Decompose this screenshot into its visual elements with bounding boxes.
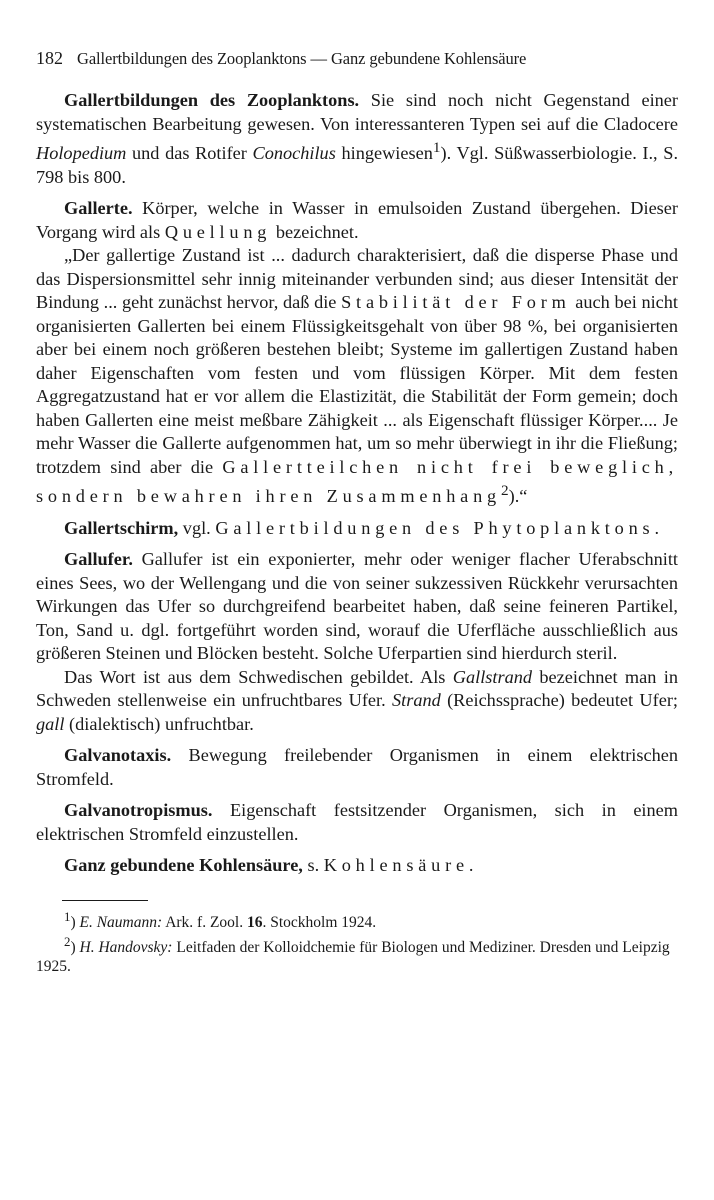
headword: Galvanotaxis.	[64, 745, 172, 766]
spaced-term: Stabilität der Form	[341, 292, 571, 313]
entry-text: Gallufer ist ein exponierter, mehr oder weniger flacher Uferabschnitt eines Sees, wo der Wellengang und die von seiner sukzessiven Rückkehr verursachten Wirkungen das Ufer so durchgreifend bearbeitet haben, daß seine feineren Partikel, Ton, Sand u. dgl. fortgeführt worden sind, worauf die Uferfläche ausschließlich aus größeren Steinen und Blöcken besteht. Solche Uferpartien sind hierdurch steril.	[36, 549, 678, 664]
entry-text: ).“	[508, 486, 528, 507]
headword: Gallertschirm,	[64, 517, 179, 538]
entry-ganz-gebundene-kohlensaeure	[36, 854, 678, 878]
quotation-paragraph	[36, 244, 678, 509]
footnote-author: H. Handovsky:	[79, 939, 173, 956]
spaced-term: Quellung	[164, 221, 272, 242]
entry-gallertschirm	[36, 517, 678, 541]
entry-text: (Reichssprache) bedeutet Ufer;	[440, 690, 678, 711]
footnote-text: . Stockholm 1924.	[262, 913, 377, 931]
footnote-divider	[62, 900, 148, 901]
entry-text: (dialektisch) unfruchtbar.	[64, 713, 254, 734]
entry-text: ). Vgl. Süßwasserbiologie. I., S. 798 bis 800.	[36, 143, 679, 187]
footnote-text: Ark. f. Zool.	[162, 913, 247, 931]
entry-galvanotaxis	[36, 744, 678, 791]
entry-text: und das Rotifer	[126, 143, 253, 164]
footnote-author: E. Naumann:	[79, 913, 163, 931]
footnote-2: $^2$) H. Handovsky: Leitfaden der Kolloidchemie für Biologen und Mediziner. Dresden und Leipzig 1925.	[36, 933, 670, 975]
entry-text: s.	[302, 855, 324, 876]
spaced-term: Gallertteilchen nicht frei beweglich, sondern bewahren ihren Zusammenhang	[36, 456, 678, 507]
footnote-mark: 2	[64, 933, 71, 949]
entry-text: Sie sind noch nicht Gegenstand einer systematischen Bearbeitung gewesen. Von interessanteren Typen sei auf die Cladocere	[36, 90, 678, 134]
footnote-ref: 1	[432, 139, 441, 156]
entry-text: auch bei nicht organisierten Gallerten bei einem Flüssigkeitsgehalt von über 98 %, bei organisierten aber bei einem noch größeren bestehen bleibt; Systeme im gallertigen Zustand haben daher Eigenschaften vom festen und vom flüssigen Körper. Mit dem festen Aggregatzustand hat er vor allem die Elastizität, die Stabilität der Form gemein; doch haben Gallerten eine meist meßbare Zähigkeit ... als Eigenschaft flüssiger Körper.... Je mehr Wasser die Gallerte aufgenommen hat, um so mehr überwiegt in ihr die Fließung; trotzdem sind aber die	[36, 292, 679, 477]
headword: Gallertbildungen des Zooplanktons.	[64, 90, 360, 110]
headword: Gallufer.	[64, 549, 133, 570]
entry-galvanotropismus	[36, 799, 678, 846]
etymology-paragraph	[36, 666, 678, 737]
footnote-ref: 2	[500, 482, 509, 500]
spaced-term: Kohlensäure.	[323, 855, 479, 876]
entry-text: „Der gallertige Zustand ist ... dadurch charakterisiert, daß die disperse Phase und das Dispersionsmittel sehr innig miteinander verbunden sind; aus dieser Intensität der Bindung ... geht zunächst hervor, daß die	[36, 245, 678, 313]
entry-gallertbildungen-zooplankton	[36, 89, 678, 189]
page-number: 182	[36, 48, 63, 68]
taxon-name: Holopedium	[36, 143, 127, 164]
entry-gallerte	[36, 197, 678, 244]
volume-number: 16	[246, 913, 263, 931]
footnote-text: Leitfaden der Kolloidchemie für Biologen und Mediziner. Dresden und Leipzig 1925.	[36, 939, 670, 975]
headword: Gallerte.	[64, 198, 133, 219]
taxon-name: Conochilus	[252, 143, 336, 164]
entry-gallufer	[36, 548, 678, 666]
entry-text: hingewiesen	[335, 143, 433, 164]
footnote-1: $^1$) E. Naumann: Ark. f. Zool. 16. Stockholm 1924.	[64, 908, 377, 931]
entry-text: Körper, welche in Wasser in emulsoiden Zustand übergehen. Dieser Vorgang wird als	[36, 198, 678, 242]
entry-text: bezeichnet man in Schweden stellenweise ein unfruchtbares Ufer.	[36, 666, 678, 711]
page-header	[36, 48, 678, 69]
entry-text: Bewegung freilebender Organismen in einem elektrischen Stromfeld.	[36, 745, 678, 789]
spaced-term: Gallertbildungen des Phytoplanktons.	[215, 517, 664, 538]
headword: Ganz gebundene Kohlensäure,	[64, 855, 303, 876]
entry-text: vgl.	[178, 517, 216, 538]
footnote-mark: 1	[64, 908, 71, 924]
entry-text: Eigenschaft festsitzender Organismen, sich in einem elektrischen Stromfeld einzustellen.	[36, 800, 678, 844]
running-title: Gallertbildungen des Zooplanktons — Ganz gebundene Kohlensäure	[77, 49, 527, 68]
entry-text: Das Wort ist aus dem Schwedischen gebildet. Als	[64, 666, 453, 687]
term: Gallstrand	[452, 666, 533, 687]
headword: Galvanotropismus.	[64, 800, 213, 821]
term: Strand	[392, 690, 441, 711]
term: gall	[36, 713, 65, 734]
entry-text: bezeichnet.	[271, 221, 359, 242]
